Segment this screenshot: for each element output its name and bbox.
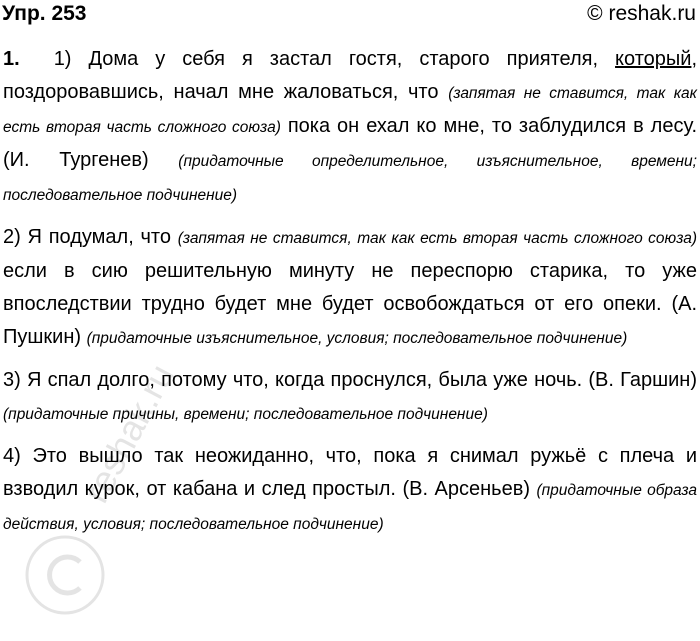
answer-item (3, 440, 697, 541)
item-number: 4) (3, 445, 21, 467)
answer-item (3, 221, 697, 355)
sentence-text: Дома у себя я застал гостя, старого приятеля, (88, 48, 616, 70)
exercise-content (3, 43, 697, 550)
grammar-note: (придаточные изъяснительное, условия; последовательное подчинение) (86, 330, 628, 347)
answer-item (3, 364, 697, 431)
grammar-note: (придаточные причины, времени; последовательное подчинение) (3, 406, 488, 423)
page-header (0, 0, 700, 30)
grammar-note: (запятая не ставится, так как есть вторая часть сложного союза) (177, 230, 698, 247)
underlined-word: который (615, 48, 692, 70)
watermark-text: reshak.ru (75, 357, 182, 510)
item-number: 2) (3, 226, 21, 248)
sentence-text: , поздоровавшись, начал мне жаловаться, что (3, 48, 697, 103)
grammar-note: (придаточные определительное, изъяснительное, времени; последовательное подчинение) (3, 153, 697, 204)
source-label: © reshak.ru (587, 2, 696, 25)
sentence-text: Я спал долго, потому что, когда проснулся, была уже ночь. (В. Гаршин) (26, 369, 697, 391)
sentence-text: Это вышло так неожиданно, что, пока я снимал ружьё с плеча и взводил курок, от кабана и след простыл. (В. Арсеньев) (3, 445, 698, 500)
sentence-text: если в сию решительную минуту не переспорю старика, то уже впоследствии трудно будет мне будет освобождаться от его опеки. (А. Пушкин) (3, 260, 697, 348)
grammar-note: (запятая не ставится, так как есть вторая часть сложного союза) (3, 85, 697, 136)
sentence-text: Я подумал, что (27, 226, 178, 248)
sentence-text: пока он ехал ко мне, то заблудился в лесу. (И. Тургенев) (3, 115, 698, 171)
item-number: 3) (3, 369, 21, 391)
exercise-title: Упр. 253 (2, 2, 87, 25)
item-number: 1) (53, 48, 72, 70)
answer-item (3, 43, 697, 212)
grammar-note: (придаточные образа действия, условия; последовательное подчинение) (3, 482, 697, 533)
task-number: 1. (3, 48, 20, 70)
